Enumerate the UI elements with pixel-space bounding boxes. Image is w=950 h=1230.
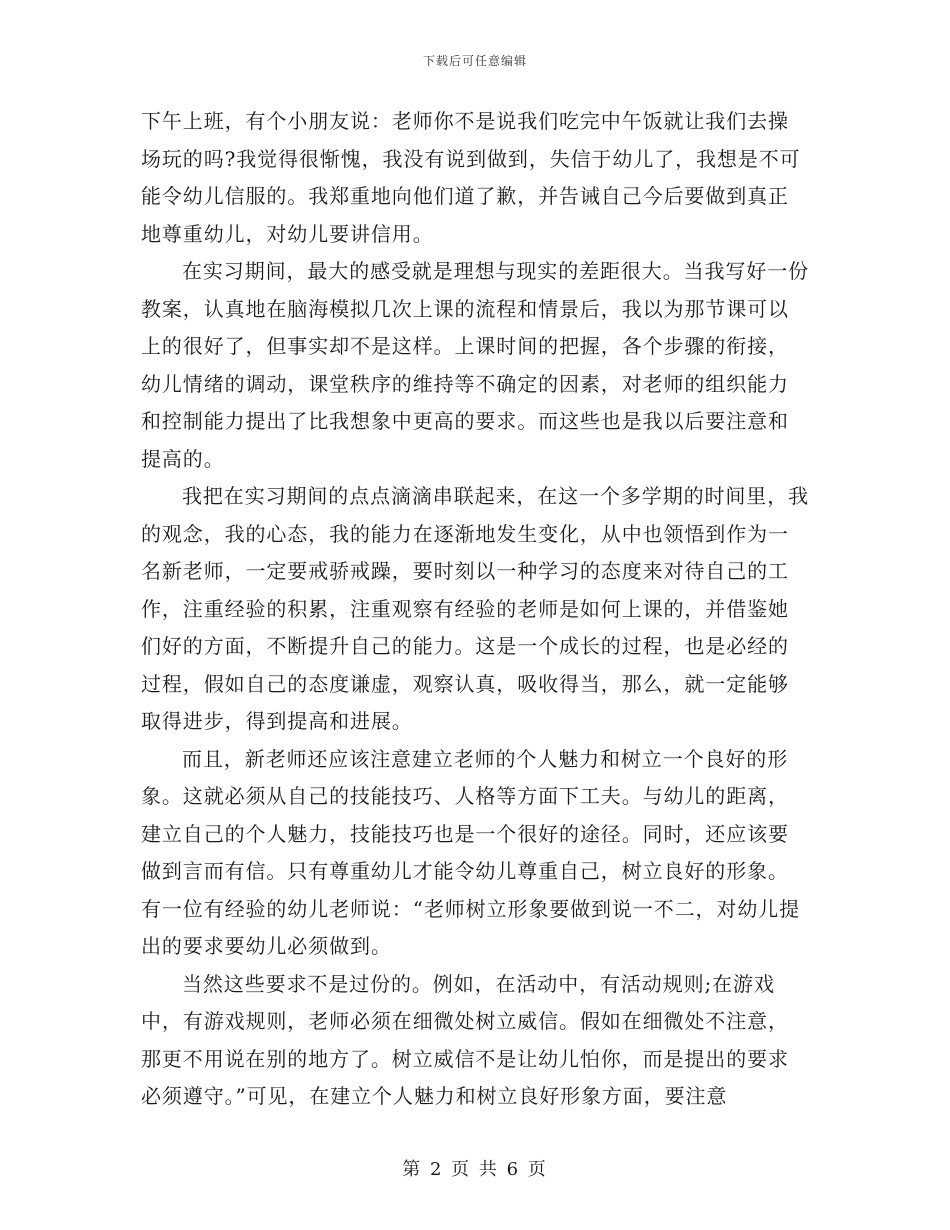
page-number-footer: 第 2 页 共 6 页 bbox=[402, 1159, 548, 1180]
paragraph-personal-charm: 而且，新老师还应该注意建立老师的个人魅力和树立一个良好的形象。这就必须从自己的技能技巧、人格等方面下工夫。与幼儿的距离，建立自己的个人魅力，技能技巧也是一个很好的途径。同时，还应该要做到言而有信。只有尊重幼儿才能令幼儿尊重自己，树立良好的形象。有一位有经验的幼儿老师说：“老师树立形象要做到说一不二，对幼儿提出的要求要幼儿必须做到。 bbox=[141, 746, 801, 958]
paragraph-rules: 当然这些要求不是过份的。例如，在活动中，有活动规则;在游戏中，有游戏规则，老师必须在细微处树立威信。假如在细微处不注意，那更不用说在别的地方了。树立威信不是让幼儿怕你，而是提出的要求必须遵守。”可见，在建立个人魅力和树立良好形象方面，要注意 bbox=[141, 971, 789, 1108]
paragraph-continuation: 下午上班，有个小朋友说：老师你不是说我们吃完中午饭就让我们去操场玩的吗?我觉得很惭愧，我没有说到做到，失信于幼儿了，我想是不可能令幼儿信服的。我郑重地向他们道了歉，并告诫自己今后要做到真正地尊重幼儿，对幼儿要讲信用。 bbox=[141, 109, 801, 246]
paragraph-growth: 我把在实习期间的点点滴滴串联起来，在这一个多学期的时间里，我的观念，我的心态，我的能力在逐渐地发生变化，从中也领悟到作为一名新老师，一定要戒骄戒躁，要时刻以一种学习的态度来对待自己的工作，注重经验的积累，注重观察有经验的老师是如何上课的，并借鉴她们好的方面，不断提升自己的能力。这是一个成长的过程，也是必经的过程，假如自己的态度谦虚，观察认真，吸收得当，那么，就一定能够取得进步，得到提高和进展。 bbox=[141, 484, 809, 733]
document-body bbox=[141, 103, 809, 1116]
page-header: 下载后可任意编辑 bbox=[422, 54, 527, 68]
paragraph-internship-feelings: 在实习期间，最大的感受就是理想与现实的差距很大。当我写好一份教案，认真地在脑海模拟几次上课的流程和情景后，我以为那节课可以上的很好了，但事实却不是这样。上课时间的把握，各个步骤的衔接，幼儿情绪的调动，课堂秩序的维持等不确定的因素，对老师的组织能力和控制能力提出了比我想象中更高的要求。而这些也是我以后要注意和提高的。 bbox=[141, 259, 809, 471]
